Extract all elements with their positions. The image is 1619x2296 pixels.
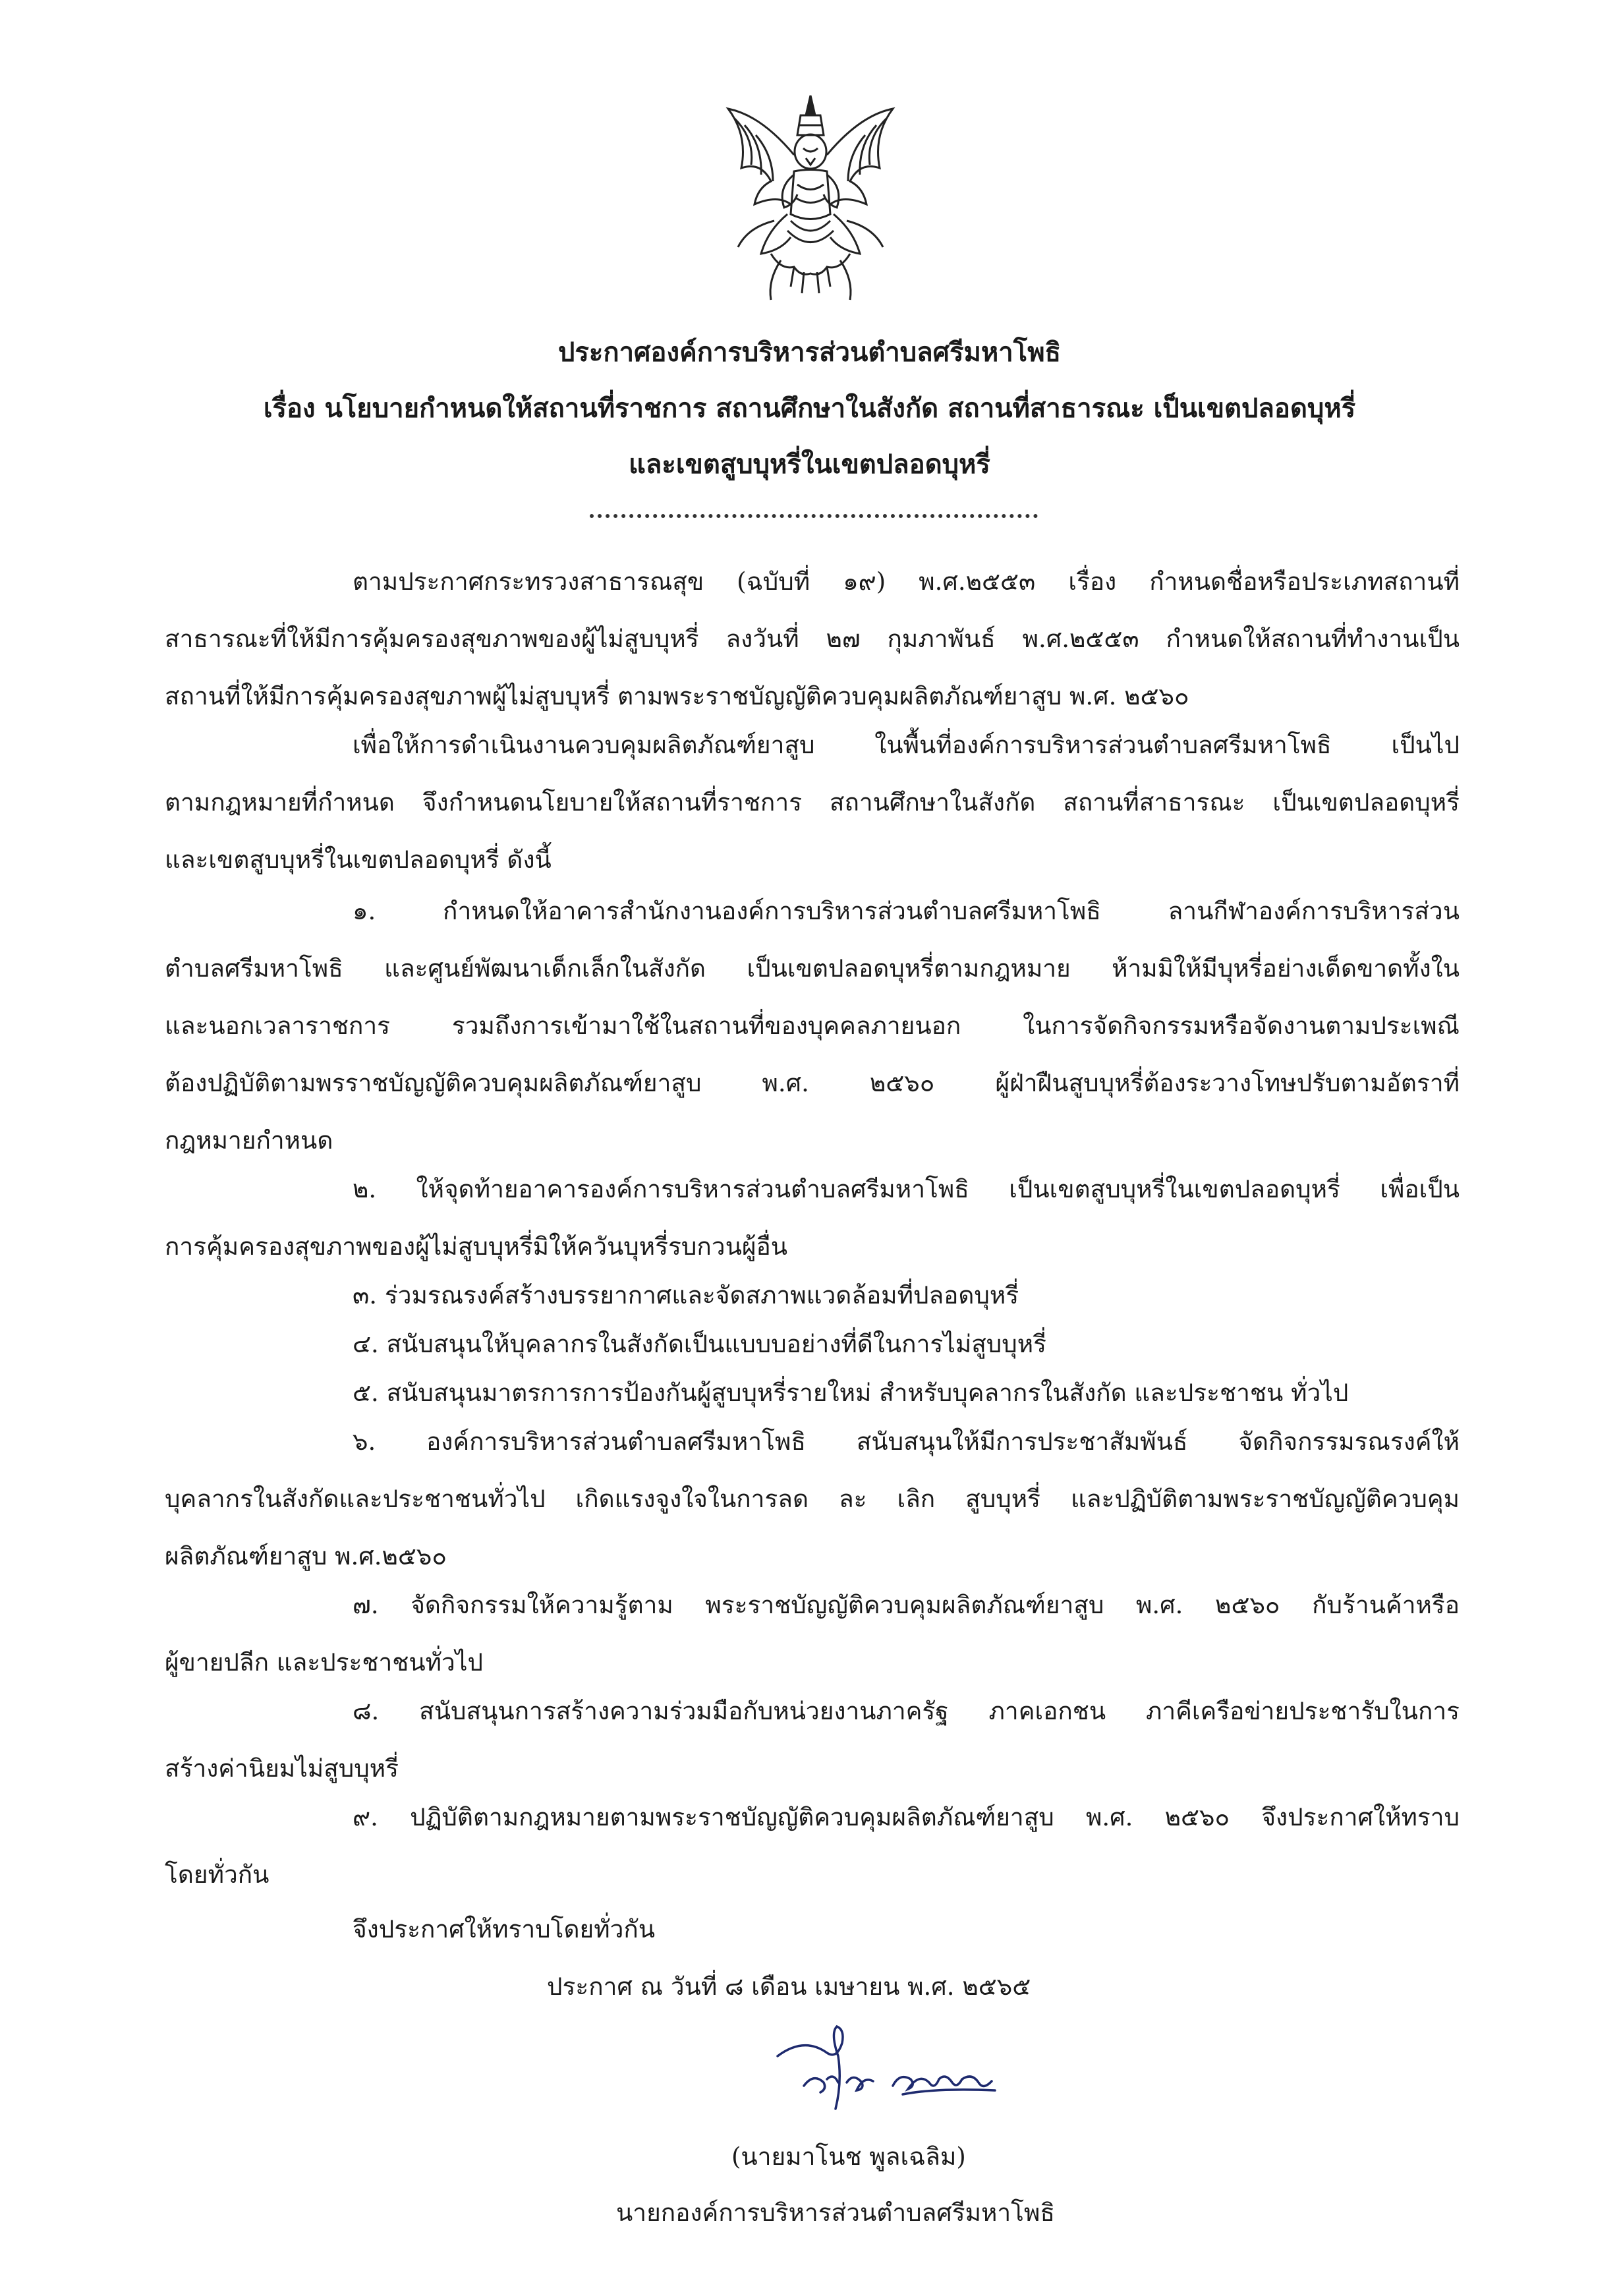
- garuda-emblem-icon: [722, 89, 899, 306]
- list-item-line: สร้างค่านิยมไม่สูบบุหรี่: [165, 1754, 399, 1783]
- paragraph-line: เพื่อให้การดำเนินงานควบคุมผลิตภัณฑ์ยาสูบ ในพื้นที่องค์การบริหารส่วนตำบลศรีมหาโพธิ เป็นไป: [353, 731, 1460, 759]
- list-item: ๙. ปฏิบัติตามกฎหมายตามพระราชบัญญัติควบคุมผลิตภัณฑ์ยาสูบ พ.ศ. ๒๕๖๐ จึงประกาศให้ทราบ: [353, 1803, 1460, 1831]
- paragraph-line: สาธารณะที่ให้มีการคุ้มครองสุขภาพของผู้ไม่สูบบุหรี่ ลงวันที่ ๒๗ กุมภาพันธ์ พ.ศ.๒๕๕๓ กำหนดให้สถานที่ทำงานเป็น: [165, 625, 1460, 653]
- paragraph-line: ตามกฎหมายที่กำหนด จึงกำหนดนโยบายให้สถานที่ราชการ สถานศึกษาในสังกัด สถานที่สาธารณะ เป็นเขตปลอดบุหรี่: [165, 788, 1460, 817]
- list-item: ๑. กำหนดให้อาคารสำนักงานองค์การบริหารส่วนตำบลศรีมหาโพธิ ลานกีฬาองค์การบริหารส่วน: [353, 897, 1460, 925]
- list-item-line: บุคลากรในสังกัดและประชาชนทั่วไป เกิดแรงจูงใจในการลด ละ เลิก สูบบุหรี่ และปฏิบัติตามพระราชบัญญัติควบคุม: [165, 1485, 1460, 1513]
- list-item: ๓. ร่วมรณรงค์สร้างบรรยากาศและจัดสภาพแวดล้อมที่ปลอดบุหรี่: [353, 1281, 1019, 1309]
- list-item: ๒. ให้จุดท้ายอาคารองค์การบริหารส่วนตำบลศรีมหาโพธิ เป็นเขตสูบบุหรี่ในเขตปลอดบุหรี่ เพื่อเป็น: [353, 1175, 1460, 1203]
- list-item: ๕. สนับสนุนมาตรการการป้องกันผู้สูบบุหรี่รายใหม่ สำหรับบุคลากรในสังกัด และประชาชน ทั่วไป: [353, 1379, 1349, 1407]
- announcement-date: ประกาศ ณ วันที่ ๘ เดือน เมษายน พ.ศ. ๒๕๖๕: [547, 1972, 1031, 2001]
- announcement-subject-continued: และเขตสูบบุหรี่ในเขตปลอดบุหรี่: [629, 449, 990, 480]
- paragraph-line: ตามประกาศกระทรวงสาธารณสุข (ฉบับที่ ๑๙) พ.ศ.๒๕๕๓ เรื่อง กำหนดชื่อหรือประเภทสถานที่: [353, 567, 1460, 596]
- list-item: ๔. สนับสนุนให้บุคลากรในสังกัดเป็นแบบบอย่างที่ดีในการไม่สูบบุหรี่: [353, 1330, 1047, 1358]
- signer-title: นายกองค์การบริหารส่วนตำบลศรีมหาโพธิ: [616, 2198, 1056, 2227]
- announcement-subject: เรื่อง นโยบายกำหนดให้สถานที่ราชการ สถานศึกษาในสังกัด สถานที่สาธารณะ เป็นเขตปลอดบุหรี่: [263, 393, 1356, 424]
- dotted-divider: [590, 514, 1038, 518]
- handwritten-signature-icon: [764, 2017, 1015, 2122]
- list-item-line: และนอกเวลาราชการ รวมถึงการเข้ามาใช้ในสถานที่ของบุคคลภายนอก ในการจัดกิจกรรมหรือจัดงานตามประเพณี: [165, 1012, 1460, 1040]
- list-item: ๖. องค์การบริหารส่วนตำบลศรีมหาโพธิ สนับสนุนให้มีการประชาสัมพันธ์ จัดกิจกรรมรณรงค์ให้: [353, 1427, 1460, 1456]
- list-item-line: กฎหมายกำหนด: [165, 1126, 333, 1155]
- closing-statement: จึงประกาศให้ทราบโดยทั่วกัน: [353, 1915, 656, 1943]
- list-item-line: การคุ้มครองสุขภาพของผู้ไม่สูบบุหรี่มิให้ควันบุหรี่รบกวนผู้อื่น: [165, 1232, 788, 1261]
- announcement-title: ประกาศองค์การบริหารส่วนตำบลศรีมหาโพธิ: [558, 337, 1061, 368]
- list-item-line: โดยทั่วกัน: [165, 1860, 270, 1889]
- list-item-line: ตำบลศรีมหาโพธิ และศูนย์พัฒนาเด็กเล็กในสังกัด เป็นเขตปลอดบุหรี่ตามกฎหมาย ห้ามมิให้มีบุหรี่อย่างเด็ดขาดทั้งใน: [165, 954, 1460, 983]
- paragraph-line: สถานที่ให้มีการคุ้มครองสุขภาพผู้ไม่สูบบุหรี่ ตามพระราชบัญญัติควบคุมผลิตภัณฑ์ยาสูบ พ.ศ. ๒๕๖๐: [165, 682, 1189, 710]
- signer-name: (นายมาโนช พูลเฉลิม): [731, 2142, 966, 2171]
- list-item: ๘. สนับสนุนการสร้างความร่วมมือกับหน่วยงานภาครัฐ ภาคเอกชน ภาคีเครือข่ายประชารับในการ: [353, 1697, 1460, 1725]
- list-item-line: ต้องปฏิบัติตามพรราชบัญญัติควบคุมผลิตภัณฑ์ยาสูบ พ.ศ. ๒๕๖๐ ผู้ฝ่าฝืนสูบบุหรี่ต้องระวางโทษปรับตามอัตราที่: [165, 1069, 1460, 1097]
- list-item: ๗. จัดกิจกรรมให้ความรู้ตาม พระราชบัญญัติควบคุมผลิตภัณฑ์ยาสูบ พ.ศ. ๒๕๖๐ กับร้านค้าหรือ: [353, 1591, 1460, 1619]
- paragraph-line: และเขตสูบบุหรี่ในเขตปลอดบุหรี่ ดังนี้: [165, 846, 552, 874]
- list-item-line: ผลิตภัณฑ์ยาสูบ พ.ศ.๒๕๖๐: [165, 1542, 447, 1570]
- list-item-line: ผู้ขายปลีก และประชาชนทั่วไป: [165, 1648, 483, 1677]
